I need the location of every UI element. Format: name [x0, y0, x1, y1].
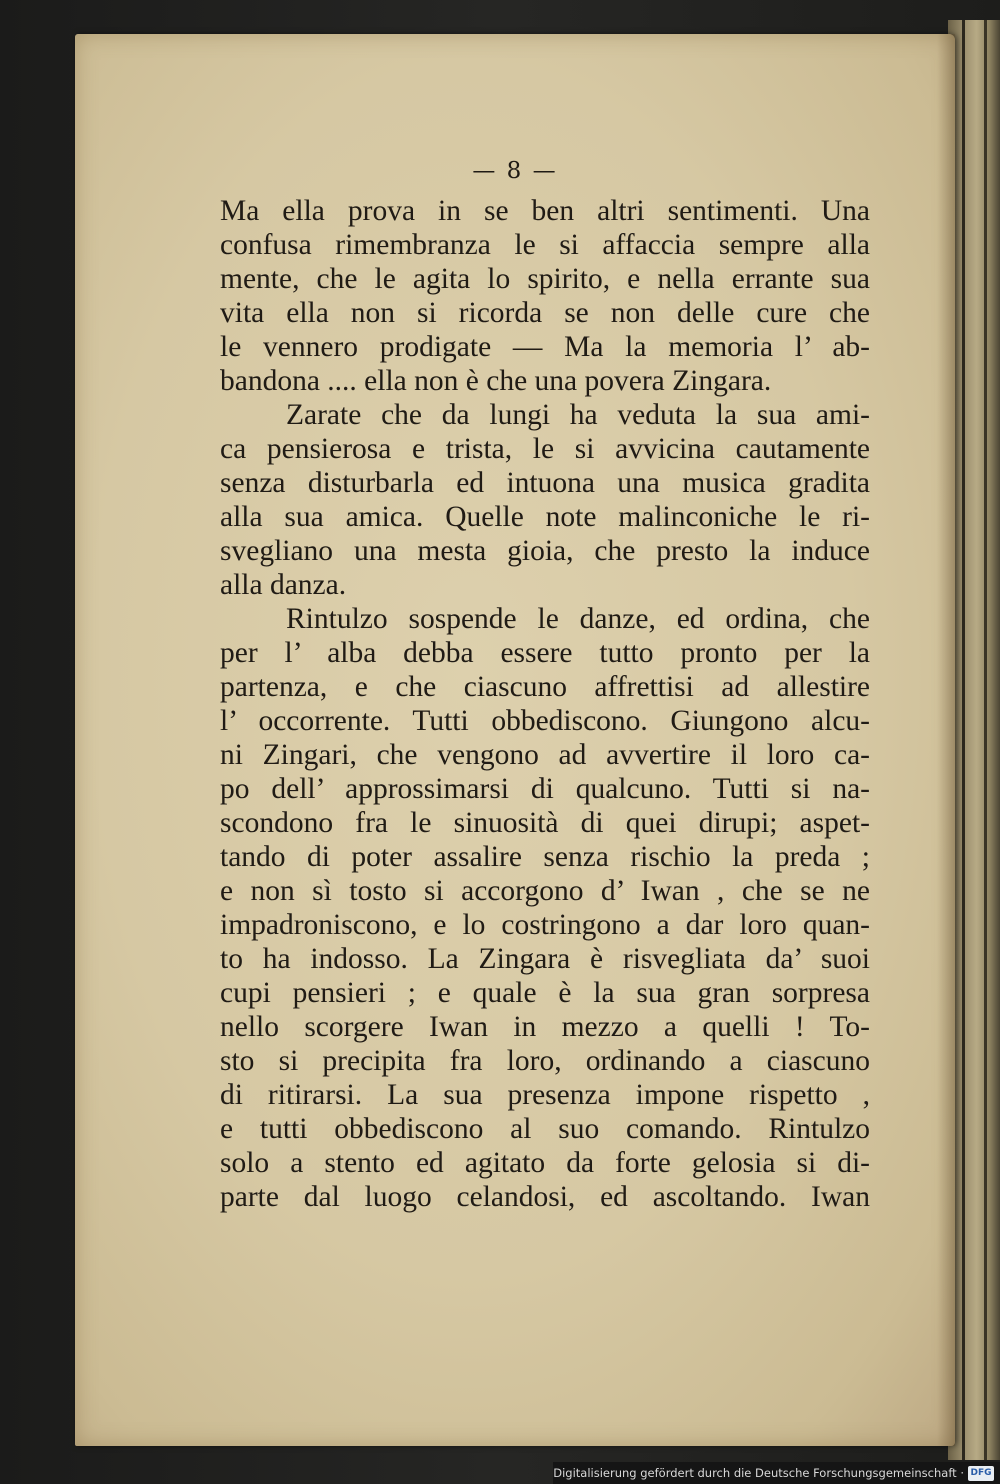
text-line: alla sua amica. Quelle note malinconiche le ri-: [220, 501, 870, 533]
text-line: le vennero prodigate — Ma la memoria l’ ab-: [220, 331, 870, 363]
text-line: solo a stento ed agitato da forte gelosia si di-: [220, 1147, 870, 1179]
dfg-logo: DFG: [968, 1466, 994, 1481]
text-line: ca pensierosa e trista, le si avvicina cautamente: [220, 433, 870, 465]
text-line: mente, che le agita lo spirito, e nella errante sua: [220, 263, 870, 295]
text-line: di ritirarsi. La sua presenza impone rispetto ,: [220, 1079, 870, 1111]
book-spine: [948, 20, 1000, 1460]
page-edge-shadow: [937, 34, 955, 1446]
text-line: partenza, e che ciascuno affrettisi ad allestire: [220, 671, 870, 703]
text-line: e non sì tosto si accorgono d’ Iwan , che se ne: [220, 875, 870, 907]
book-page: [75, 34, 955, 1446]
page-body-text: [220, 194, 870, 1214]
text-line: Rintulzo sospende le danze, ed ordina, che: [286, 603, 870, 635]
text-line: vita ella non si ricorda se non delle cure che: [220, 297, 870, 329]
text-line: alla danza.: [220, 569, 347, 601]
text-line: cupi pensieri ; e quale è la sua gran sorpresa: [220, 977, 870, 1009]
text-line: po dell’ approssimarsi di qualcuno. Tutti si na-: [220, 773, 870, 805]
page-number: — 8 —: [472, 158, 558, 184]
text-line: to ha indosso. La Zingara è risvegliata da’ suoi: [220, 943, 870, 975]
text-line: ni Zingari, che vengono ad avvertire il loro ca-: [220, 739, 870, 771]
text-line: per l’ alba debba essere tutto pronto per la: [220, 637, 870, 669]
text-line: senza disturbarla ed intuona una musica gradita: [220, 467, 870, 499]
text-line: Zarate che da lungi ha veduta la sua ami-: [286, 399, 870, 431]
text-line: bandona .... ella non è che una povera Zingara.: [220, 365, 772, 397]
text-line: Ma ella prova in se ben altri sentimenti. Una: [220, 195, 870, 227]
digitization-footer: [553, 1462, 1000, 1484]
spine-crease: [984, 20, 987, 1460]
text-line: nello scorgere Iwan in mezzo a quelli ! To-: [220, 1011, 870, 1043]
text-line: impadroniscono, e lo costringono a dar loro quan-: [220, 909, 870, 941]
text-line: parte dal luogo celandosi, ed ascoltando. Iwan: [220, 1181, 870, 1213]
text-line: confusa rimembranza le si affaccia sempre alla: [220, 229, 870, 261]
text-line: e tutti obbediscono al suo comando. Rintulzo: [220, 1113, 870, 1145]
text-line: svegliano una mesta gioia, che presto la induce: [220, 535, 870, 567]
text-line: l’ occorrente. Tutti obbediscono. Giungono alcu-: [220, 705, 870, 737]
text-line: tando di poter assalire senza rischio la preda ;: [220, 841, 870, 873]
text-line: scondono fra le sinuosità di quei dirupi; aspet-: [220, 807, 870, 839]
spine-crease: [962, 20, 965, 1460]
footer-credit: Digitalisierung gefördert durch die Deutsche Forschungsgemeinschaft ·: [553, 1466, 964, 1480]
text-line: sto si precipita fra loro, ordinando a ciascuno: [220, 1045, 870, 1077]
